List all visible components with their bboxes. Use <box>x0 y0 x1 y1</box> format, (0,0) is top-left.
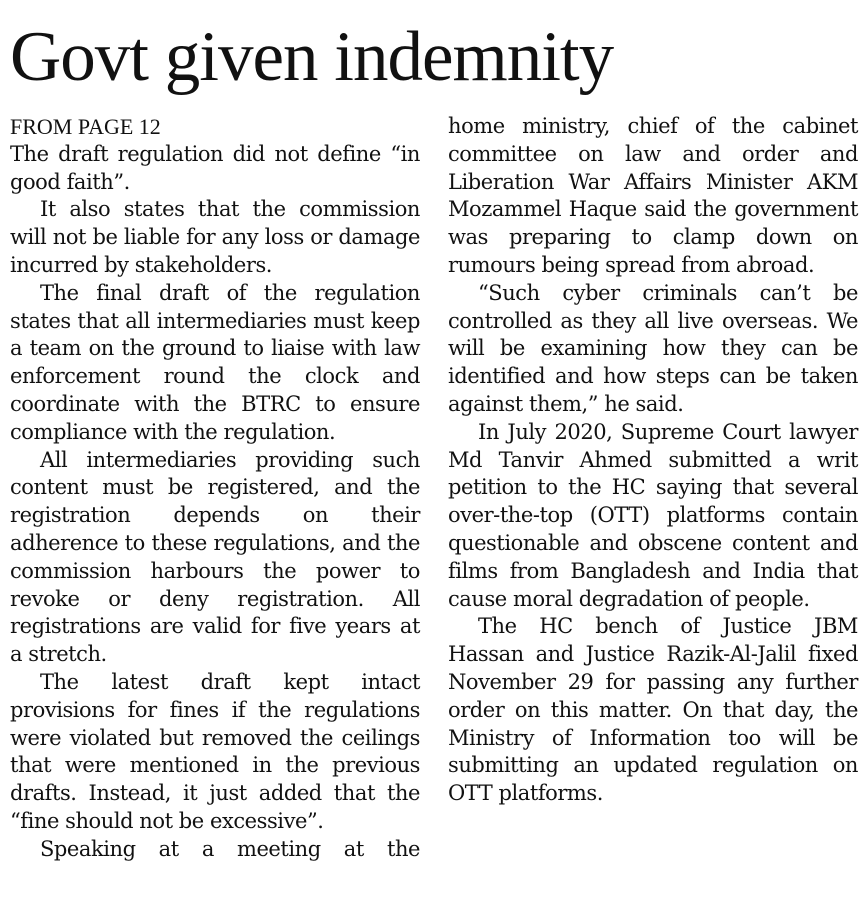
paragraph: The latest draft kept intact provisions for fines if the regulations were violated but removed the ceilings that were mentioned in the previous drafts. Instead, it just added that the “fine should not be excessive”. <box>10 669 420 833</box>
article-column-left <box>10 113 420 864</box>
paragraph: The draft regulation did not define “in good faith”. <box>10 141 420 194</box>
paragraph: In July 2020, Supreme Court lawyer Md Tanvir Ahmed submitted a writ petition to the HC saying that several over-the-top (OTT) platforms contain questionable and obscene content and films from Bangladesh and India that cause moral degradation of people. <box>448 419 858 611</box>
headline: Govt given indemnity <box>10 18 614 96</box>
continuation-kicker: FROM PAGE 12 <box>10 114 161 139</box>
paragraph: All intermediaries providing such content must be registered, and the registration depends on their adherence to these regulations, and the commission harbours the power to revoke or deny registration. All registrations are valid for five years at a stretch. <box>10 447 420 667</box>
paragraph: “Such cyber criminals can’t be controlled as they all live overseas. We will be examining how they can be identified and how steps can be taken against them,” he said. <box>448 280 858 416</box>
paragraph: The HC bench of Justice JBM Hassan and Justice Razik-Al-Jalil fixed November 29 for passing any further order on this matter. On that day, the Ministry of Information too will be submitting an updated regulation on OTT platforms. <box>448 614 858 806</box>
paragraph: home ministry, chief of the cabinet committee on law and order and Liberation War Affairs Minister AKM Mozammel Haque said the government was preparing to clamp down on rumours being spread from abroad. <box>448 114 858 277</box>
paragraph: Speaking at a meeting at the <box>40 836 420 861</box>
paragraph: The final draft of the regulation states that all intermediaries must keep a team on the ground to liaise with law enforcement round the clock and coordinate with the BTRC to ensure compliance with the regulation. <box>10 280 420 444</box>
article-column-right <box>448 113 858 808</box>
paragraph: It also states that the commission will not be liable for any loss or damage incurred by stakeholders. <box>10 197 420 277</box>
